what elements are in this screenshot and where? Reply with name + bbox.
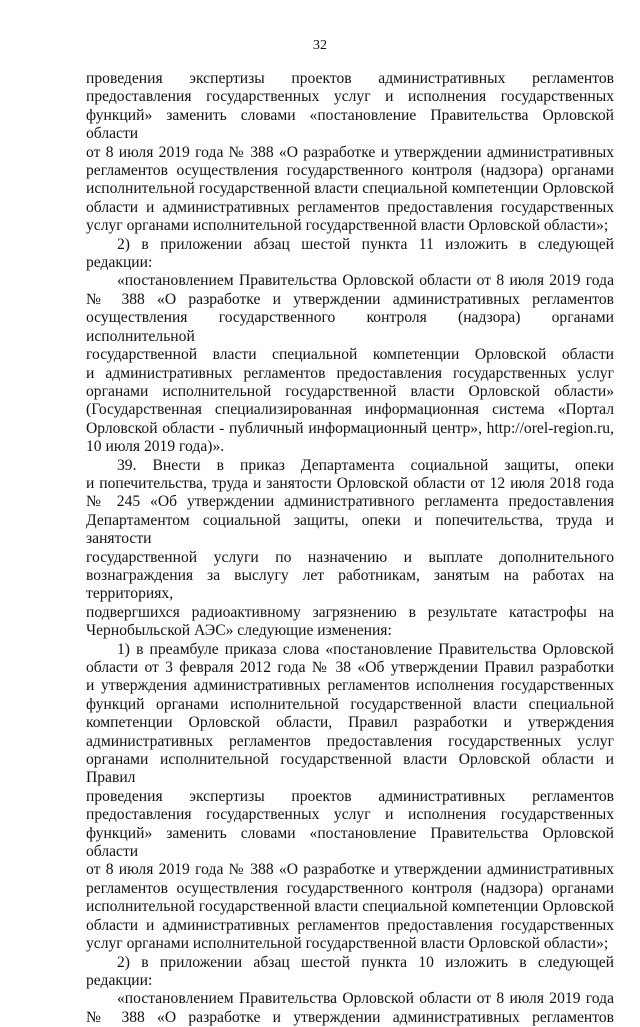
text-line: и утверждения административных регламентов исполнения государственных — [86, 677, 614, 695]
text-line: функций» заменить словами «постановление Правительства Орловской области — [86, 824, 614, 861]
text-line: исполнительной государственной власти специальной компетенции Орловской — [86, 180, 614, 198]
text-line: проведения экспертизы проектов административных регламентов — [86, 787, 614, 805]
text-line: 2) в приложении абзац шестой пункта 10 изложить в следующей редакции: — [86, 953, 614, 989]
text-line: функций» заменить словами «постановление Правительства Орловской области — [86, 106, 614, 143]
text-line: исполнительной государственной власти специальной компетенции Орловской — [86, 898, 614, 916]
text-line: № 388 «О разработке и утверждении административных регламентов — [86, 1008, 614, 1026]
text-line: от 8 июля 2019 года № 388 «О разработке и утверждении административных — [86, 861, 614, 879]
text-line: 1) в преамбуле приказа слова «постановление Правительства Орловской — [117, 640, 614, 658]
text-line: 10 июля 2019 года)». — [86, 438, 225, 456]
text-line: проведения экспертизы проектов административных регламентов — [86, 70, 614, 87]
text-line: административных регламентов предоставления государственных услуг — [86, 732, 614, 750]
text-line: органами исполнительной государственной власти Орловской области» — [86, 382, 614, 400]
text-line: услуг органами исполнительной государственной власти Орловской области»; — [86, 217, 609, 235]
text-line: государственной власти специальной компетенции Орловской области — [86, 346, 614, 364]
text-line: области и административных регламентов предоставления государственных — [86, 916, 614, 934]
text-line: «постановлением Правительства Орловской области от 8 июля 2019 года — [117, 272, 614, 290]
text-line: (Государственная специализированная информационная система «Портал — [86, 401, 614, 419]
text-line: услуг органами исполнительной государственной власти Орловской области»; — [86, 935, 609, 953]
text-line: 39. Внести в приказ Департамента социальной защиты, опеки — [117, 456, 614, 474]
text-line: и административных регламентов предоставления государственных услуг — [86, 364, 614, 382]
text-line: регламентов осуществления государственного контроля (надзора) органами — [86, 162, 614, 180]
text-line: № 245 «Об утверждении административного регламента предоставления — [86, 493, 614, 511]
text-line: осуществления государственного контроля (надзора) органами исполнительной — [86, 309, 614, 345]
text-line: 2) в приложении абзац шестой пункта 11 изложить в следующей редакции: — [86, 235, 614, 272]
text-line: вознаграждения за выслугу лет работникам, занятым на работах на территориях, — [86, 566, 614, 603]
text-line: области и административных регламентов предоставления государственных — [86, 198, 614, 216]
text-line: Департаментом социальной защиты, опеки и попечительства, труда и занятости — [86, 511, 614, 548]
text-line: «постановлением Правительства Орловской области от 8 июля 2019 года — [117, 990, 614, 1008]
text-line: Чернобыльской АЭС» следующие изменения: — [86, 622, 392, 640]
text-line: подвергшихся радиоактивному загрязнению в результате катастрофы на — [86, 603, 614, 621]
page-number: 32 — [313, 38, 327, 53]
text-line: и попечительства, труда и занятости Орловской области от 12 июля 2018 года — [86, 474, 614, 492]
text-line: функций органами исполнительной государственной власти специальной — [86, 695, 614, 713]
text-line: компетенции Орловской области, Правил разработки и утверждения — [86, 714, 614, 732]
text-line: Орловской области - публичный информационный центр», http://orel-region.ru, — [86, 419, 614, 437]
text-line: № 388 «О разработке и утверждении административных регламентов — [86, 290, 614, 308]
text-line: предоставления государственных услуг и исполнения государственных — [86, 806, 614, 824]
text-line: от 8 июля 2019 года № 388 «О разработке и утверждении административных — [86, 143, 614, 161]
text-line: предоставления государственных услуг и исполнения государственных — [86, 88, 614, 106]
text-line: органами исполнительной государственной власти Орловской области и Правил — [86, 751, 614, 787]
document-body — [86, 70, 614, 1027]
text-line: регламентов осуществления государственного контроля (надзора) органами — [86, 879, 614, 897]
text-line: государственной услуги по назначению и выплате дополнительного — [86, 548, 614, 566]
text-line: области от 3 февраля 2012 года № 38 «Об утверждении Правил разработки — [86, 659, 614, 676]
